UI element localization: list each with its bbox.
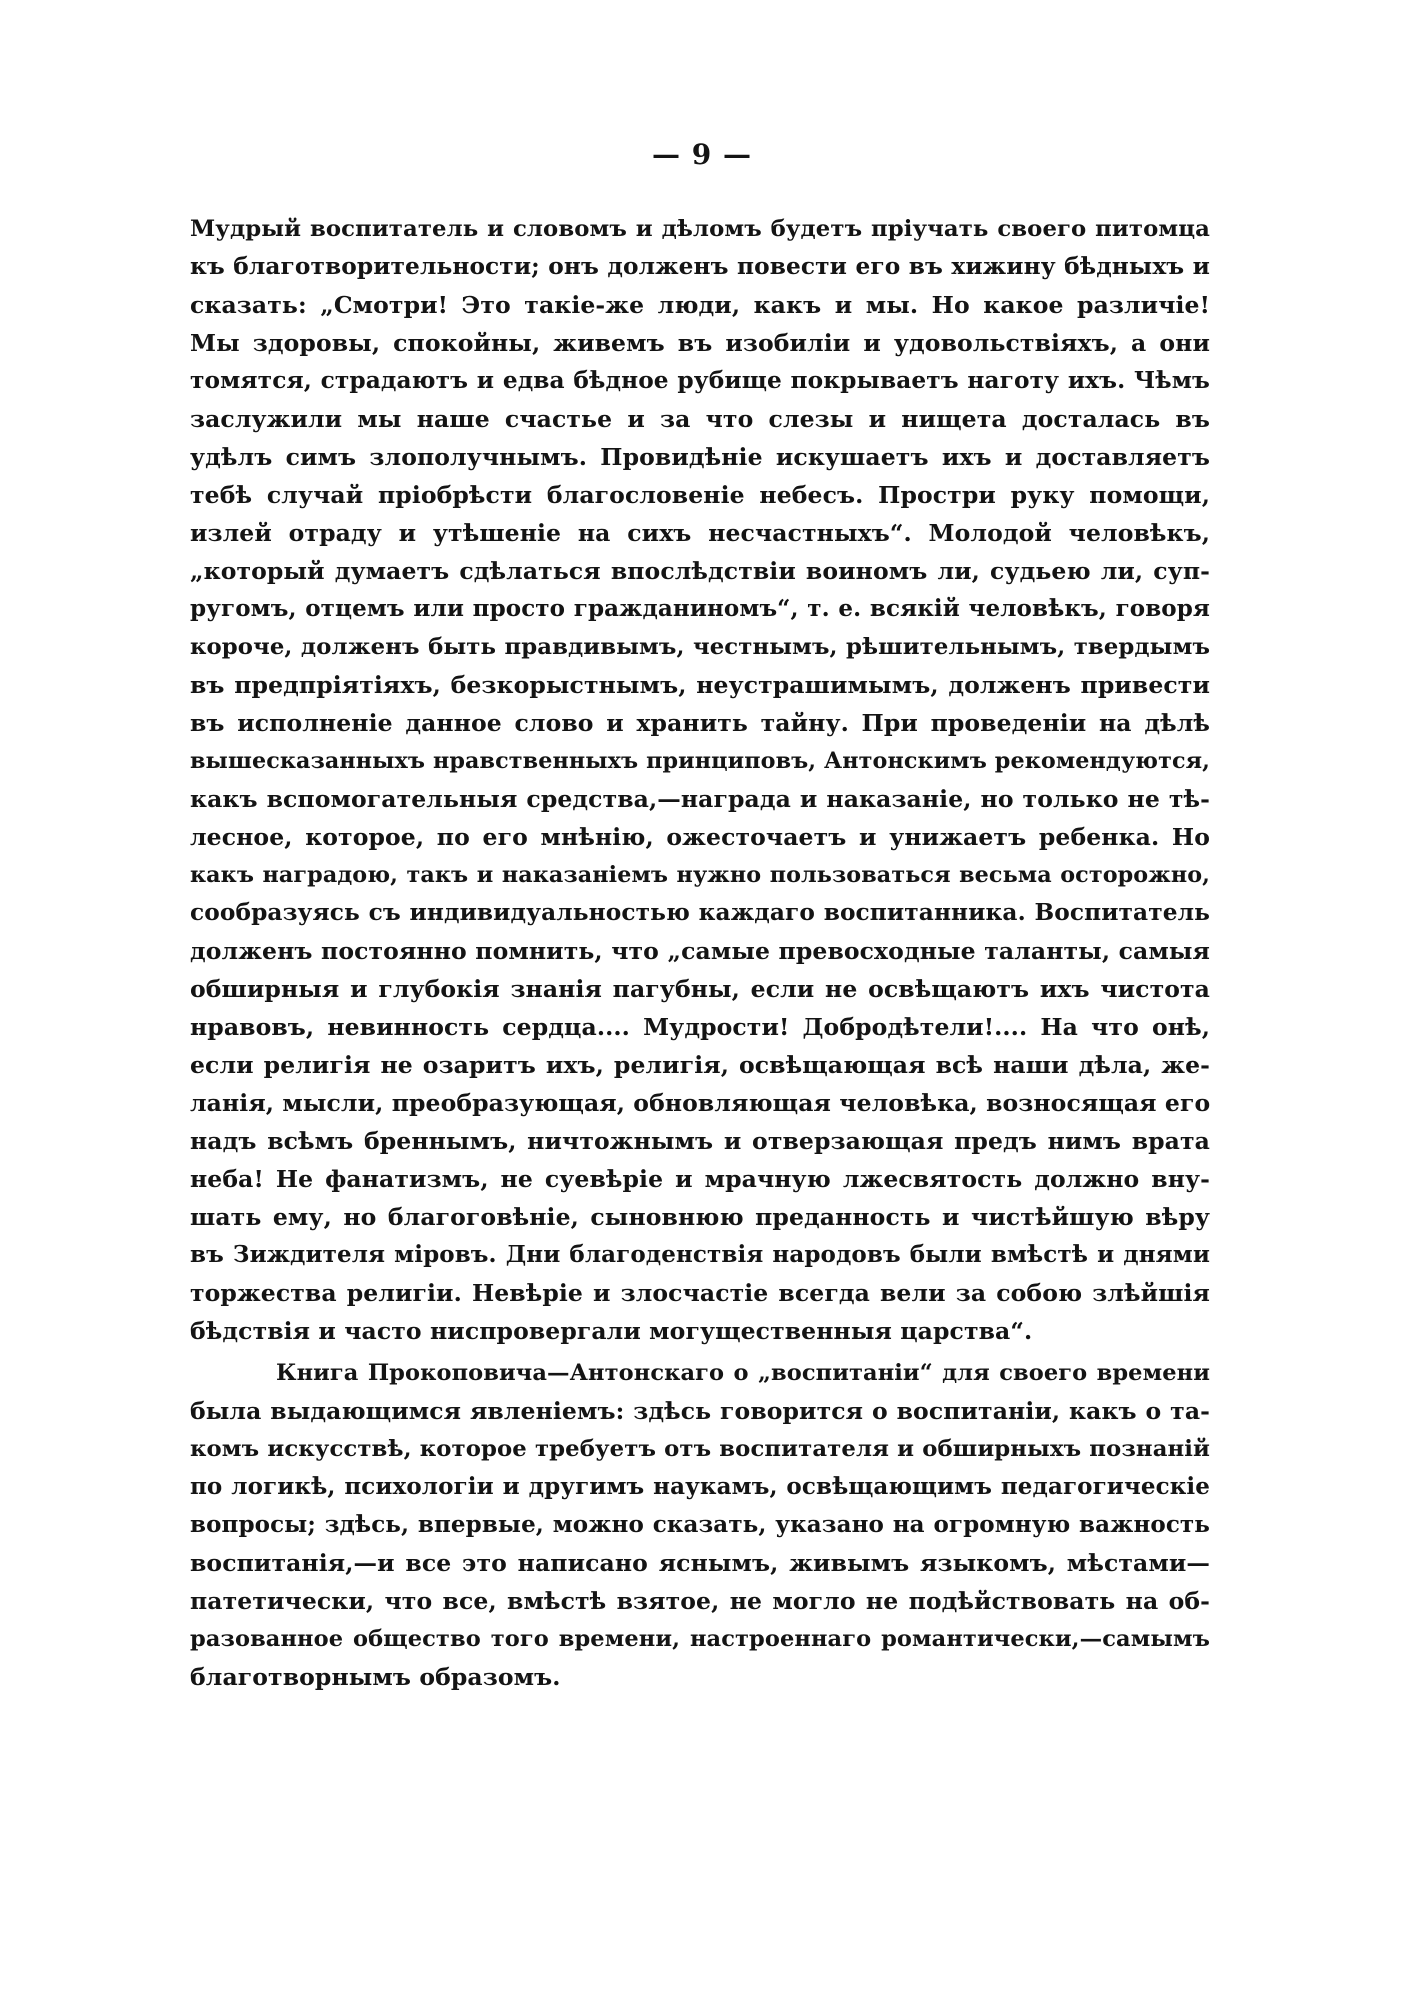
text-line: долженъ постоянно помнить, что „самые превосходные таланты, самыя bbox=[190, 937, 1210, 965]
text-line: была выдающимся явленіемъ: здѣсь говорится о воспитаніи, какъ о та- bbox=[190, 1397, 1210, 1425]
text-line: томятся, страдаютъ и едва бѣдное рубище покрываетъ наготу ихъ. Чѣмъ bbox=[190, 367, 1210, 394]
text-line: Книга Прокоповича—Антонскаго о „воспитаніи“ для своего времени bbox=[276, 1360, 1210, 1386]
text-line: сообразуясь съ индивидуальностью каждаго воспитанника. Воспитатель bbox=[190, 899, 1210, 926]
text-line: какъ вспомогательныя средства,—награда и наказаніе, но только не тѣ- bbox=[190, 785, 1210, 813]
text-line: воспитанія,—и все это написано яснымъ, живымъ языкомъ, мѣстами— bbox=[190, 1549, 1210, 1577]
text-line: торжества религіи. Невѣріе и злосчастіе всегда вели за собою злѣйшія bbox=[190, 1279, 1210, 1307]
body-text bbox=[190, 210, 1210, 1696]
text-line: къ благотворительности; онъ долженъ повести его въ хижину бѣдныхъ и bbox=[190, 253, 1210, 280]
text-line: патетически, что все, вмѣстѣ взятое, не могло не подѣйствовать на об- bbox=[190, 1587, 1210, 1615]
text-line: тебѣ случай пріобрѣсти благословеніе небесъ. Простри руку помощи, bbox=[190, 481, 1210, 509]
text-line: вопросы; здѣсь, впервые, можно сказать, указано на огромную важность bbox=[190, 1511, 1210, 1538]
text-line: нравовъ, невинность сердца.... Мудрости! Добродѣтели!.... На что онѣ, bbox=[190, 1013, 1210, 1041]
text-line: бѣдствія и часто ниспровергали могущественныя царства“. bbox=[190, 1317, 1033, 1345]
text-line: по логикѣ, психологіи и другимъ наукамъ, освѣщающимъ педагогическіе bbox=[190, 1473, 1210, 1500]
text-line: обширныя и глубокія знанія пагубны, если не освѣщаютъ ихъ чистота bbox=[190, 975, 1210, 1003]
text-line: заслужили мы наше счастье и за что слезы и нищета досталась въ bbox=[190, 405, 1210, 433]
text-line: комъ искусствѣ, которое требуетъ отъ воспитателя и обширныхъ познаній bbox=[190, 1436, 1210, 1462]
text-line: вышесказанныхъ нравственныхъ принциповъ, Антонскимъ рекомендуются, bbox=[190, 748, 1210, 774]
text-line: шать ему, но благоговѣніе, сыновнюю преданность и чистѣйшую вѣру bbox=[190, 1203, 1210, 1231]
text-line: въ исполненіе данное слово и хранить тайну. При проведеніи на дѣлѣ bbox=[190, 709, 1210, 737]
text-line: если религія не озаритъ ихъ, религія, освѣщающая всѣ наши дѣла, же- bbox=[190, 1051, 1210, 1079]
text-line: неба! Не фанатизмъ, не суевѣріе и мрачную лжесвятость должно вну- bbox=[190, 1165, 1210, 1193]
text-line: въ предпріятіяхъ, безкорыстнымъ, неустрашимымъ, долженъ привести bbox=[190, 671, 1210, 699]
text-line: ругомъ, отцемъ или просто гражданиномъ“, т. е. всякій человѣкъ, говоря bbox=[190, 595, 1210, 622]
text-line: излей отраду и утѣшеніе на сихъ несчастныхъ“. Молодой человѣкъ, bbox=[190, 519, 1210, 547]
text-line: благотворнымъ образомъ. bbox=[190, 1663, 561, 1691]
text-line: лесное, которое, по его мнѣнію, ожесточаетъ и унижаетъ ребенка. Но bbox=[190, 823, 1210, 851]
text-line: сказать: „Смотри! Это такіе-же люди, какъ и мы. Но какое различіе! bbox=[190, 291, 1210, 319]
text-line: Мудрый воспитатель и словомъ и дѣломъ будетъ пріучать своего питомца bbox=[190, 216, 1210, 242]
text-line: удѣлъ симъ злополучнымъ. Провидѣніе искушаетъ ихъ и доставляетъ bbox=[190, 443, 1210, 471]
text-line: Мы здоровы, спокойны, живемъ въ изобиліи и удовольствіяхъ, а они bbox=[190, 329, 1210, 357]
text-line: разованное общество того времени, настроеннаго романтически,—самымъ bbox=[190, 1626, 1210, 1652]
text-line: „который думаетъ сдѣлаться впослѣдствіи воиномъ ли, судьею ли, суп- bbox=[190, 557, 1210, 585]
page-number: — 9 — bbox=[652, 138, 752, 171]
text-line: надъ всѣмъ бреннымъ, ничтожнымъ и отверзающая предъ нимъ врата bbox=[190, 1127, 1210, 1155]
text-line: въ Зиждителя міровъ. Дни благоденствія народовъ были вмѣстѣ и днями bbox=[190, 1241, 1210, 1268]
text-line: короче, долженъ быть правдивымъ, честнымъ, рѣшительнымъ, твердымъ bbox=[190, 634, 1210, 660]
text-line: какъ наградою, такъ и наказаніемъ нужно пользоваться весьма осторожно, bbox=[190, 862, 1210, 888]
text-line: ланія, мысли, преобразующая, обновляющая человѣка, возносящая его bbox=[190, 1089, 1211, 1117]
